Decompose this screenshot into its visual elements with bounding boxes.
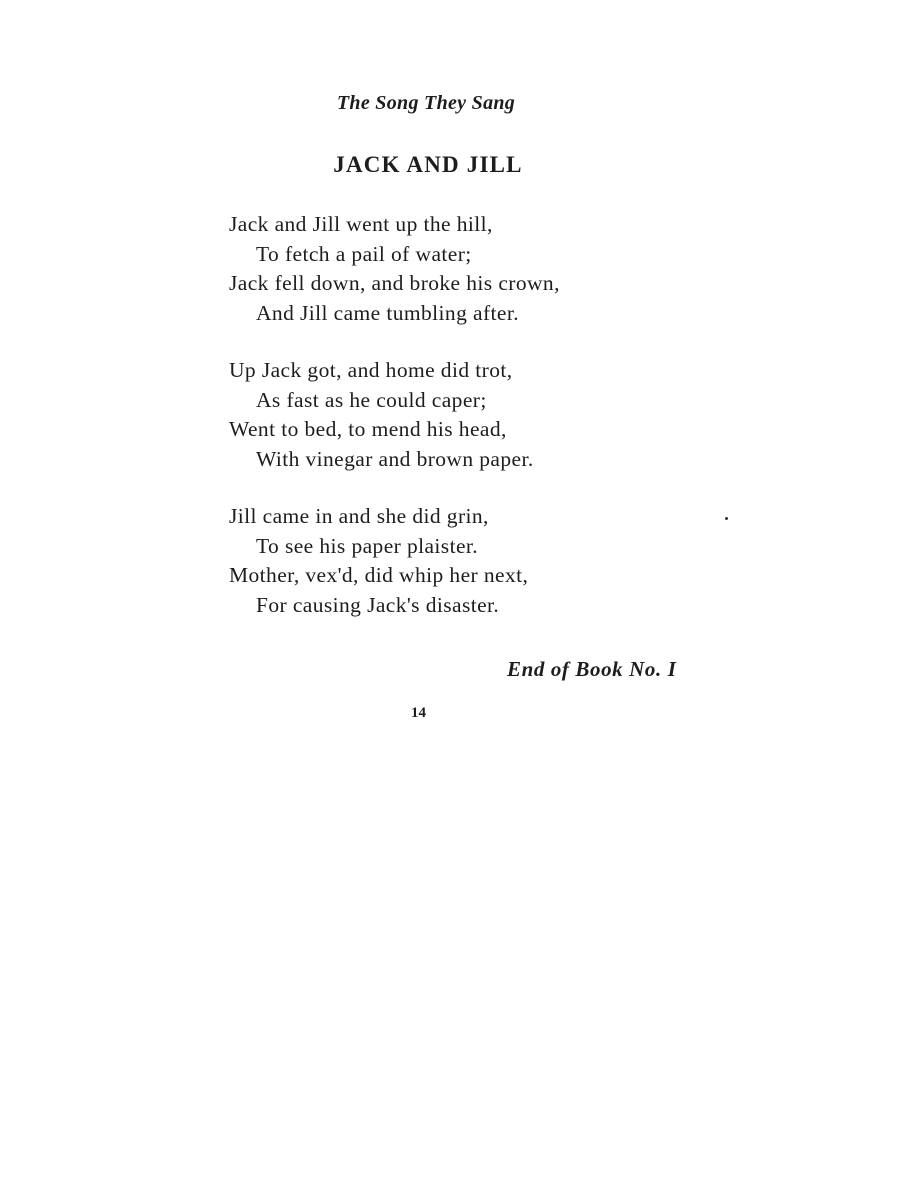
poem-line: Up Jack got, and home did trot,: [229, 358, 513, 382]
stanza-1: [229, 210, 749, 328]
poem-line: Jack fell down, and broke his crown,: [229, 271, 560, 295]
poem-line: To fetch a pail of water;: [256, 241, 472, 266]
running-head: The Song They Sang: [336, 92, 516, 114]
poem-line: With vinegar and brown paper.: [256, 446, 534, 471]
stanza-3: [229, 502, 749, 620]
poem-line: Mother, vex'd, did whip her next,: [229, 563, 529, 587]
page-number: 14: [411, 705, 426, 721]
end-of-book-note: End of Book No. I: [507, 657, 677, 681]
poem-line: As fast as he could caper;: [256, 387, 487, 412]
poem-line: Went to bed, to mend his head,: [229, 417, 507, 441]
stanza-2: [229, 356, 749, 474]
poem-line: Jill came in and she did grin,: [229, 504, 489, 528]
poem-line: For causing Jack's disaster.: [256, 592, 500, 617]
poem-body: [229, 210, 749, 648]
poem-line: And Jill came tumbling after.: [256, 300, 519, 325]
poem-line: Jack and Jill went up the hill,: [229, 212, 493, 236]
poem-line: To see his paper plaister.: [256, 533, 479, 558]
ink-speck: [725, 517, 728, 520]
poem-title: JACK AND JILL: [333, 152, 523, 177]
